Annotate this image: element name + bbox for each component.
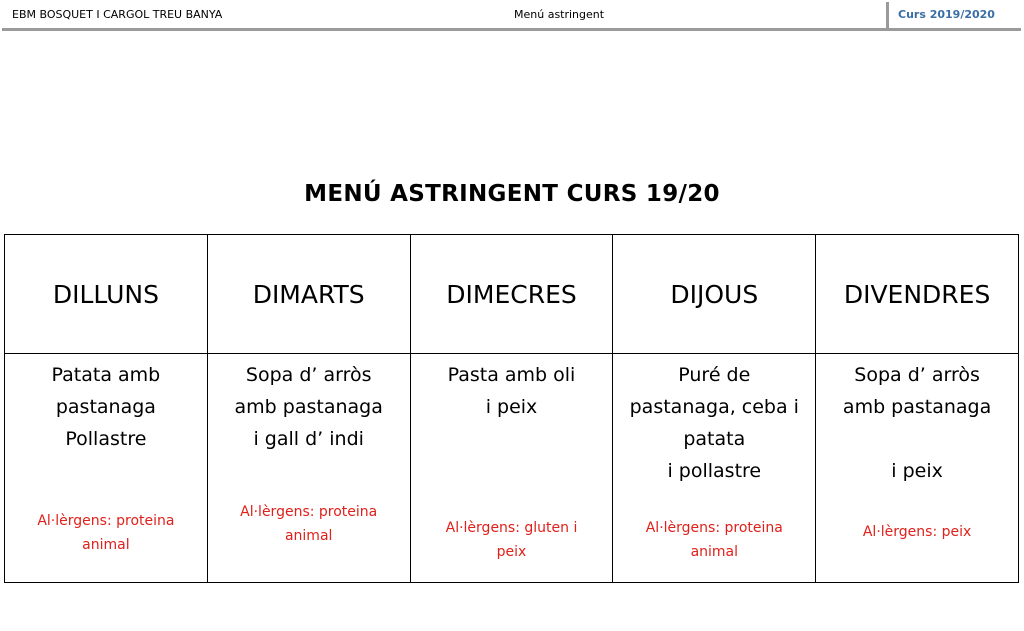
header-divider [886, 2, 889, 31]
allergen-text: Al·lèrgens: proteina animal [37, 513, 175, 553]
meal-cell-wednesday [410, 354, 613, 583]
meal-cell-tuesday [207, 354, 410, 583]
dish-text: Sopa d’ arròs amb pastanaga i peix [842, 364, 992, 482]
meal-cell-monday [5, 354, 208, 583]
meal-cell-friday [816, 354, 1019, 583]
allergen-text: Al·lèrgens: proteina animal [645, 520, 783, 560]
course-year: Curs 2019/2020 [898, 8, 995, 21]
allergen-text: Al·lèrgens: proteina animal [240, 504, 378, 544]
dish-text: Sopa d’ arròs amb pastanaga i gall d’ indi [234, 364, 383, 450]
day-header-monday: DILLUNS [5, 235, 208, 354]
day-header-tuesday: DIMARTS [207, 235, 410, 354]
menu-name: Menú astringent [514, 8, 605, 21]
day-header-thursday: DIJOUS [613, 235, 816, 354]
dish-text: Puré de pastanaga, ceba i patata i pollastre [629, 364, 799, 482]
page-header [2, 2, 1021, 31]
dish-text: Pasta amb oli i peix [447, 364, 576, 418]
day-header-wednesday: DIMECRES [410, 235, 613, 354]
day-header-row [5, 235, 1019, 354]
menu-table [4, 234, 1019, 583]
day-header-friday: DIVENDRES [816, 235, 1019, 354]
meal-cell-thursday [613, 354, 816, 583]
meal-row [5, 354, 1019, 583]
school-name: EBM BOSQUET I CARGOL TREU BANYA [12, 8, 223, 21]
page-title: MENÚ ASTRINGENT CURS 19/20 [304, 181, 720, 207]
allergen-text: Al·lèrgens: gluten i peix [445, 520, 578, 560]
dish-text: Patata amb pastanaga Pollastre [51, 364, 161, 450]
allergen-text: Al·lèrgens: peix [862, 524, 972, 540]
